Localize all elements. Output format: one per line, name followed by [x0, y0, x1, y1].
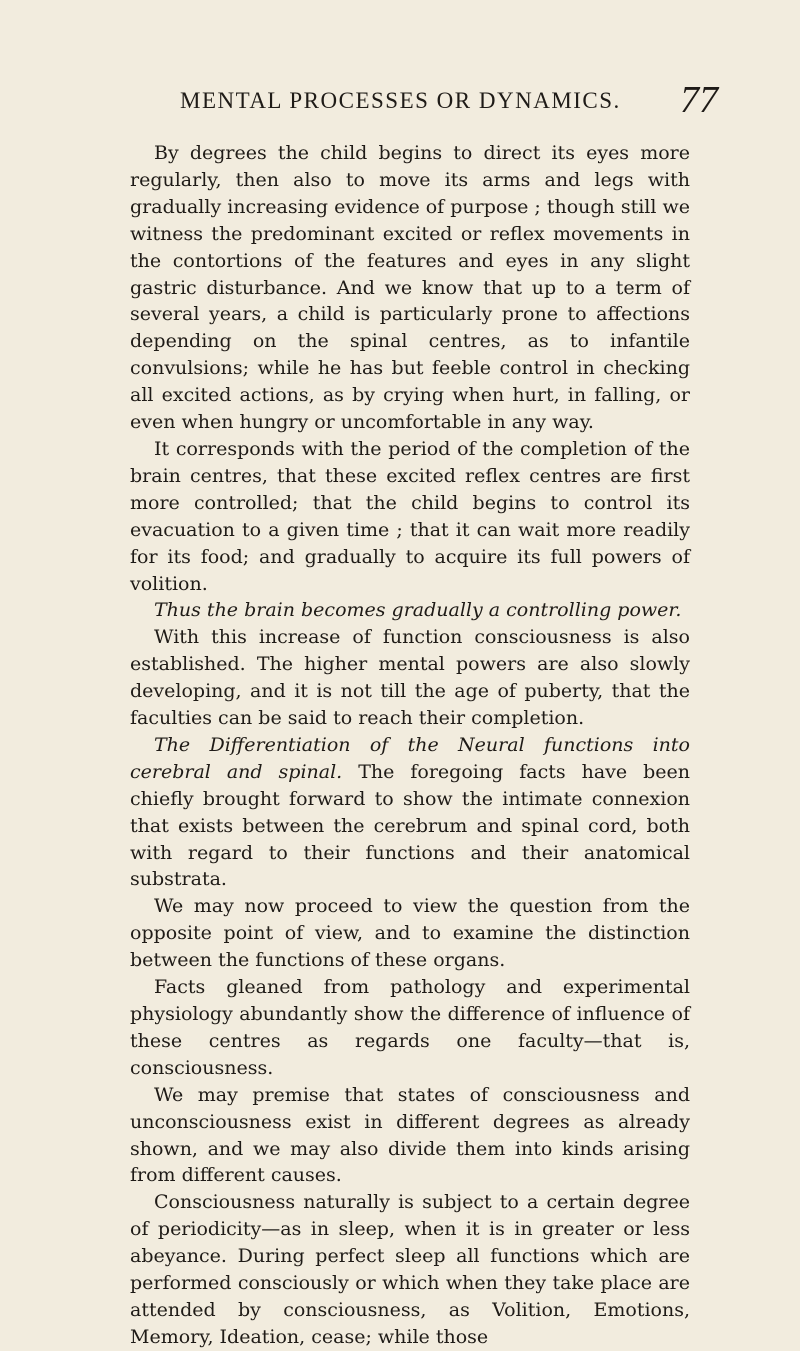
paragraph: By degrees the child begins to direct its eyes more regularly, then also to move its arms and legs with gradually increasing evidence of purpose ; though still we witness the predominant excited or reflex movements in the contortions of the features and eyes in any slight gastric disturbance. And we know that up to a term of several years, a child is particularly prone to affections depending on the spinal centres, as to infantile convulsions; while he has but feeble control in checking all excited actions, as by crying when hurt, in falling, or even when hungry or uncomfortable in any way. [130, 142, 690, 434]
paragraph-text: The foregoing facts have been chiefly brought forward to show the intimate connexion that exists between the cerebrum and spinal cord, both with regard to their functions and their anatomical substrata. [130, 760, 690, 891]
paragraph: It corresponds with the period of the completion of the brain centres, that these excited reflex centres are first more controlled; that the child begins to control its evacuation to a given time ; that it can wait more readily for its food; and gradually to acquire its full powers of volition. [130, 437, 690, 595]
paragraph [130, 732, 690, 893]
paragraph: We may now proceed to view the question from the opposite point of view, and to examine the distinction between the functions of these organs. [130, 895, 690, 972]
italic-heading: Thus the brain becomes gradually a controlling power. [154, 599, 682, 622]
paragraph [130, 597, 690, 624]
page-number: 77 [680, 79, 718, 121]
italic-heading: The Differentiation of the Neural functions into cerebral and spinal. [130, 733, 690, 783]
paragraph: With this increase of function consciousness is also established. The higher mental powers are also slowly developing, and it is not till the age of puberty, that the faculties can be said to reach their completion. [130, 626, 690, 730]
running-title: MENTAL PROCESSES OR DYNAMICS. [180, 88, 621, 113]
paragraph: We may premise that states of consciousness and unconsciousness exist in different degrees as already shown, and we may also divide them into kinds arising from different causes. [130, 1083, 690, 1187]
paragraph: Consciousness naturally is subject to a certain degree of periodicity—as in sleep, when it is in greater or less abeyance. During perfect sleep all functions which are performed consciously or which when they take place are attended by consciousness, as Volition, Emotions, Memory, Ideation, cease; while those [130, 1191, 690, 1348]
paragraph: Facts gleaned from pathology and experimental physiology abundantly show the difference of influence of these centres as regards one faculty—that is, consciousness. [130, 976, 690, 1079]
body-text [130, 140, 690, 1351]
